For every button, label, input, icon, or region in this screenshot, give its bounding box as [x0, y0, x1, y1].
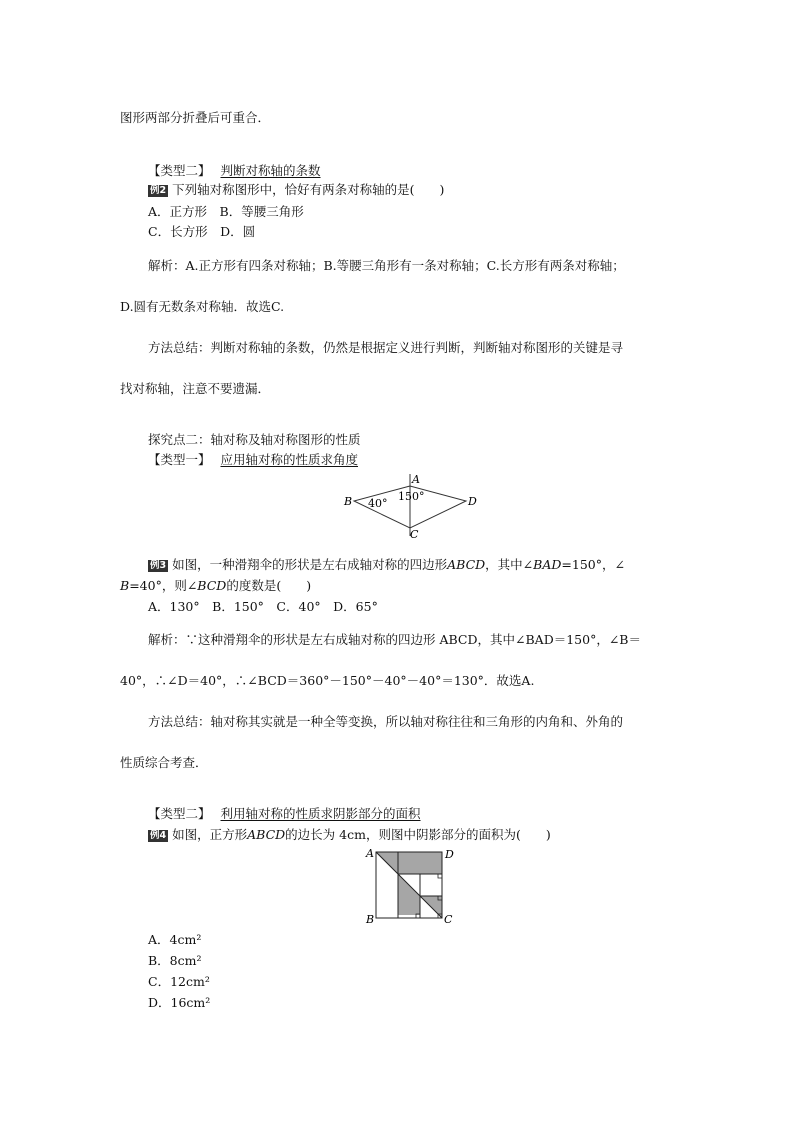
label-b: B [344, 495, 353, 508]
example-badge: 例2 [150, 185, 167, 196]
example4-question [148, 827, 551, 843]
example4-text: 的边长为 4cm，则图中阴影部分的面积为( ) [285, 827, 551, 842]
label-a: A [412, 473, 420, 486]
example3-options: A．130° B．150° C．40° D．65° [148, 599, 378, 614]
label-c: C [444, 913, 453, 926]
example4-abcd: ABCD [247, 827, 286, 842]
example3-text: 如图，一种滑翔伞的形状是左右成轴对称的四边形 [172, 557, 448, 572]
angle-b-label: 40° [368, 497, 388, 510]
example2-method-line1: 方法总结：判断对称轴的条数，仍然是根据定义进行判断，判断轴对称图形的关键是寻 [148, 340, 624, 355]
example-badge: 例3 [150, 560, 167, 571]
section-tag: 【类型二】 [148, 163, 211, 178]
example-badge: 例4 [150, 830, 167, 841]
section-heading-type1-angle [148, 452, 358, 468]
shade-left [398, 874, 420, 915]
example2-analysis-line1: 解析：A.正方形有四条对称轴；B.等腰三角形有一条对称轴；C.长方形有两条对称轴； [148, 258, 625, 273]
label-b: B [366, 913, 375, 926]
example4-option-d: D．16cm² [148, 995, 211, 1010]
label-d: D [445, 848, 454, 861]
label-a: A [366, 847, 374, 860]
example3-method-line1: 方法总结：轴对称其实就是一种全等变换，所以轴对称往往和三角形的内角和、外角的 [148, 714, 624, 729]
right-angle-mark [438, 874, 442, 878]
example4-option-c: C．12cm² [148, 974, 210, 989]
section-title: 判断对称轴的条数 [220, 163, 321, 178]
angle-a-label: 150° [398, 490, 425, 503]
example4-option-b: B．8cm² [148, 953, 202, 968]
example3-text: =150°，∠ [561, 557, 625, 572]
example3-bcd: BCD [197, 578, 227, 593]
section-tag: 【类型一】 [148, 452, 211, 467]
shade-top [376, 852, 442, 874]
example3-question-line1 [148, 557, 625, 573]
example2-analysis-line2: D.圆有无数条对称轴．故选C. [120, 299, 285, 314]
kite-figure [336, 470, 486, 542]
example4-text: 如图，正方形 [172, 827, 248, 842]
section-title: 应用轴对称的性质求角度 [220, 452, 359, 467]
example3-text: =40°，则∠ [129, 578, 198, 593]
square-figure [362, 842, 462, 926]
example3-text: 的度数是( ) [226, 578, 312, 593]
example2-options-line1: A．正方形 B．等腰三角形 [148, 204, 304, 219]
section-heading-type2-count [148, 163, 321, 179]
example3-text: ，其中∠ [485, 557, 534, 572]
example3-b: B [120, 578, 130, 593]
point2-title: 探究点二：轴对称及轴对称图形的性质 [148, 432, 361, 447]
example2-question [148, 182, 444, 198]
example2-options-line2: C．长方形 D．圆 [148, 224, 256, 239]
section-tag: 【类型二】 [148, 806, 211, 821]
example3-question-line2 [120, 578, 311, 594]
intro-line: 图形两部分折叠后可重合． [120, 110, 271, 125]
example2-question-text: 下列轴对称图形中，恰好有两条对称轴的是( ) [172, 182, 445, 197]
example3-analysis-line1: 解析：∵这种滑翔伞的形状是左右成轴对称的四边形 ABCD，其中∠BAD＝150°，∠B＝ [148, 632, 641, 647]
label-c: C [410, 528, 419, 541]
label-d: D [468, 495, 477, 508]
example3-bad: BAD [533, 557, 562, 572]
section-title: 利用轴对称的性质求阴影部分的面积 [220, 806, 421, 821]
example3-analysis-line2: 40°，∴∠D＝40°，∴∠BCD＝360°－150°－40°－40°＝130°．故选A. [120, 673, 535, 688]
example4-option-a: A．4cm² [148, 932, 202, 947]
example3-method-line2: 性质综合考查． [120, 755, 208, 770]
example3-abcd: ABCD [447, 557, 486, 572]
example2-method-line2: 找对称轴，注意不要遗漏． [120, 381, 271, 396]
section-heading-type2-area [148, 806, 421, 822]
